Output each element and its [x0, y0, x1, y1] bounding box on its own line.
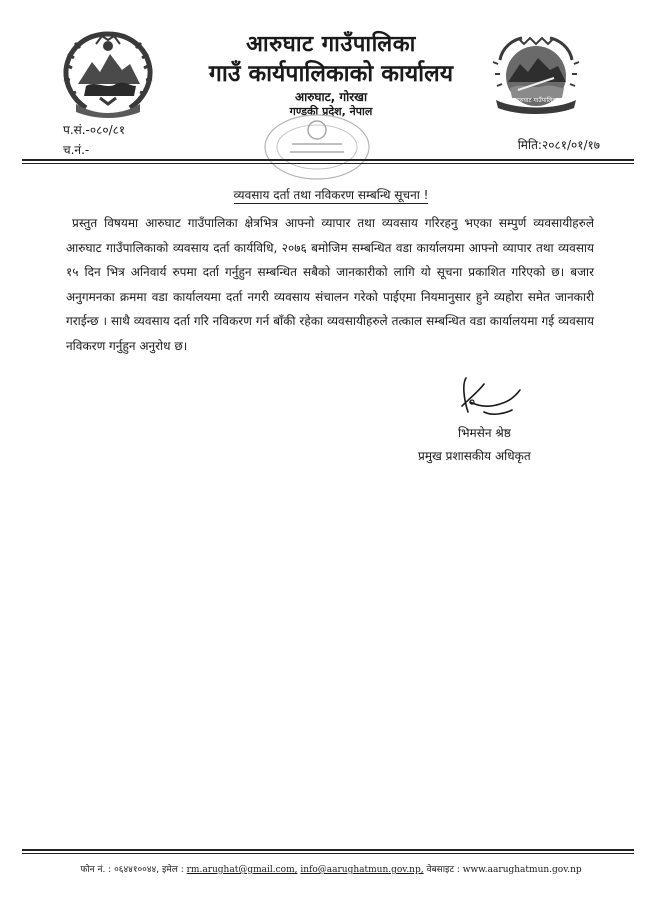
notice-subject	[0, 186, 662, 203]
reference-number: प.सं.-०८०/८१	[63, 123, 126, 137]
office-province: गण्डकी प्रदेश, नेपाल	[289, 105, 373, 118]
notice-body: प्रस्तुत विषयमा आरुघाट गाउँपालिका क्षेत्रभित्र आफ्नो व्यापार तथा व्यवसाय गरिरहनु भएका सम्पुर्ण व्यवसायीहरुले आरुघाट गाउँपालिकाको व्यवसाय दर्ता कार्यविधि, २०७६ बमोजिम सम्बन्धित वडा कार्यालयमा आफ्नो व्यापार तथा व्यवसाय १५ दिन भित्र अनिवार्य रुपमा दर्ता गर्नुहुन सम्बन्धित सबैको जानकारीको लागि यो सूचना प्रकाशित गरिएको छ। बजार अनुगमनका क्रममा वडा कार्यालयमा दर्ता नगरी व्यवसाय संचालन गरेको पाईएमा नियमानुसार हुने व्यहोरा समेत जानकारी गराईन्छ । साथै व्यवसाय दर्ता गरि नविकरण गर्न बाँकी रहेका व्यवसायीहरुले तत्काल सम्बन्धित वडा कार्यालयमा गई व्यवसाय नविकरण गर्नुहुन अनुरोध छ।	[66, 216, 594, 353]
signatory-designation: प्रमुख प्रशासकीय अधिकृत	[418, 449, 531, 463]
phone-number: ०६४४१००४४,	[114, 865, 160, 875]
header-rule-thin	[22, 163, 634, 164]
footer-contact	[0, 862, 662, 875]
dispatch-number: च.नं.-	[63, 143, 90, 157]
notice-subject-text: व्यवसाय दर्ता तथा नविकरण सम्बन्धि सूचना !	[233, 188, 429, 202]
signatory-name: भिमसेन श्रेष्ठ	[458, 426, 511, 440]
phone-label: फोन नं. :	[80, 865, 112, 875]
website-label: वेबसाइट :	[426, 865, 460, 875]
footer-rule	[22, 849, 634, 851]
office-name: आरुघाट गाउँपालिका	[246, 32, 416, 57]
municipality-logo-caption: आरुघाट गाउँपालिका	[513, 97, 559, 104]
office-address: आरुघाट, गोरखा	[294, 90, 368, 104]
footer-rule-thin	[22, 853, 634, 854]
header-rule	[22, 159, 634, 161]
office-stamp-icon	[262, 112, 372, 182]
office-title: गाउँ कार्यपालिकाको कार्यालय	[208, 61, 454, 87]
email-link-info[interactable]: info@aarughatmun.gov.np,	[300, 865, 424, 875]
signature-icon	[448, 372, 532, 422]
email-label: इमेल :	[161, 865, 184, 875]
issue-date: मिति:२०८१/०१/१७	[517, 138, 600, 152]
website-link[interactable]: www.aarughatmun.gov.np	[462, 865, 582, 875]
email-link-primary[interactable]: rm.arughat@gmail.com,	[186, 865, 298, 875]
